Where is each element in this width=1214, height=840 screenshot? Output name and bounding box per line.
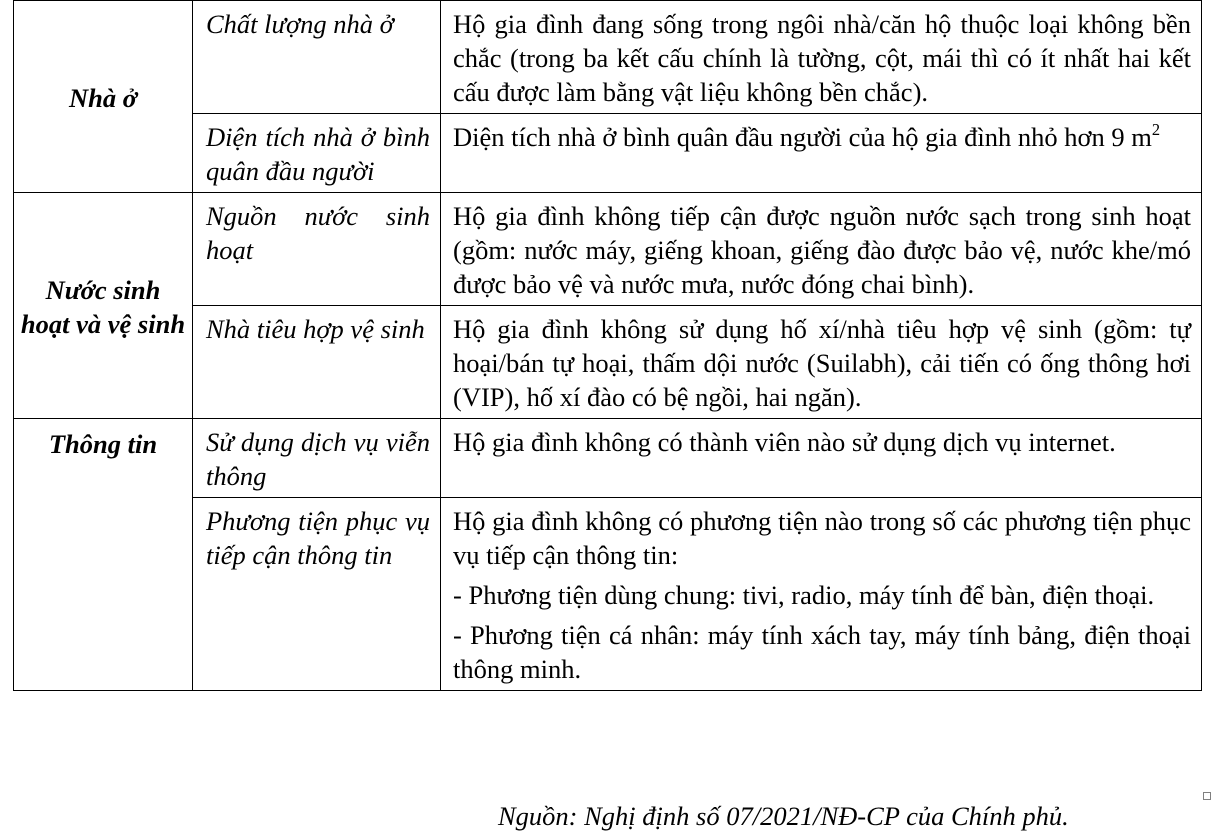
source-note: Nguồn: Nghị định số 07/2021/NĐ-CP của Chính phủ. — [498, 801, 1069, 831]
description-text: Diện tích nhà ở bình quân đầu người của hộ gia đình nhỏ hơn 9 m — [453, 122, 1152, 152]
description-cell — [441, 498, 1202, 691]
indicator-cell: Nguồn nước sinh hoạt — [193, 193, 441, 306]
poverty-indicators-table — [13, 0, 1202, 691]
indicator-cell: Diện tích nhà ở bình quân đầu người — [193, 114, 441, 193]
table-row — [14, 1, 1202, 114]
dimension-cell-information: Thông tin — [14, 419, 193, 691]
table-row — [14, 193, 1202, 306]
description-cell: Hộ gia đình đang sống trong ngôi nhà/căn hộ thuộc loại không bền chắc (trong ba kết cấu chính là tường, cột, mái thì có ít nhất hai kết cấu được làm bằng vật liệu không bền chắc). — [441, 1, 1202, 114]
indicator-cell: Phương tiện phục vụ tiếp cận thông tin — [193, 498, 441, 691]
description-cell: Hộ gia đình không có thành viên nào sử dụng dịch vụ internet. — [441, 419, 1202, 498]
table-row — [14, 306, 1202, 419]
description-paragraph: - Phương tiện dùng chung: tivi, radio, máy tính để bàn, điện thoại. — [453, 580, 1155, 610]
description-paragraph: - Phương tiện cá nhân: máy tính xách tay, máy tính bảng, điện thoại thông minh. — [453, 620, 1191, 684]
description-cell: Hộ gia đình không sử dụng hố xí/nhà tiêu hợp vệ sinh (gồm: tự hoại/bán tự hoại, thấm dội nước (Suilabh), cải tiến có ống thông hơi (VIP), hố xí đào có bệ ngồi, hai ngăn). — [441, 306, 1202, 419]
table-row — [14, 114, 1202, 193]
resize-handle[interactable] — [1203, 792, 1211, 800]
dimension-cell-water-sanitation: Nước sinh hoạt và vệ sinh — [14, 193, 193, 419]
dimension-cell-housing: Nhà ở — [14, 1, 193, 193]
indicator-cell: Sử dụng dịch vụ viễn thông — [193, 419, 441, 498]
indicator-cell: Nhà tiêu hợp vệ sinh — [193, 306, 441, 419]
superscript: 2 — [1151, 119, 1161, 139]
description-cell: Hộ gia đình không tiếp cận được nguồn nước sạch trong sinh hoạt (gồm: nước máy, giếng khoan, giếng đào được bảo vệ, nước khe/mó được bảo vệ và nước mưa, nước đóng chai bình). — [441, 193, 1202, 306]
table-row — [14, 498, 1202, 691]
description-paragraph: Hộ gia đình không có phương tiện nào trong số các phương tiện phục vụ tiếp cận thông tin: — [453, 506, 1191, 570]
indicator-cell: Chất lượng nhà ở — [193, 1, 441, 114]
description-cell — [441, 114, 1202, 193]
table-row — [14, 419, 1202, 498]
